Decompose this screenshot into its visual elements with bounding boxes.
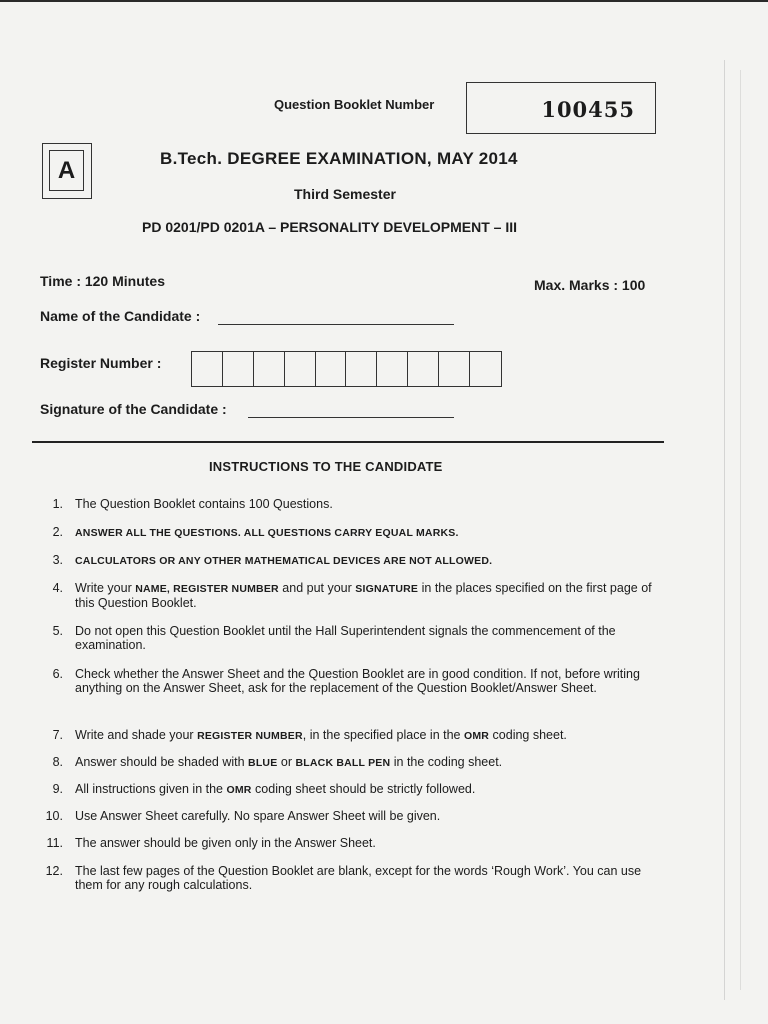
instruction-segment: The answer should be given only in the Answer Sheet. xyxy=(75,836,376,850)
instruction-segment: Write your xyxy=(75,581,136,595)
max-marks: Max. Marks : 100 xyxy=(534,277,646,293)
booklet-number: 100455 xyxy=(541,97,635,122)
register-digit-box[interactable] xyxy=(316,352,347,386)
register-number-grid[interactable] xyxy=(191,351,502,387)
instruction-number: 11. xyxy=(46,836,63,850)
instruction-text xyxy=(75,755,665,770)
course-title: PD 0201/PD 0201A – PERSONALITY DEVELOPMENT – III xyxy=(142,219,518,235)
candidate-name-label: Name of the Candidate : xyxy=(40,308,201,324)
instruction-emphasis: OMR xyxy=(226,784,252,796)
set-code-box xyxy=(42,143,92,199)
register-digit-box[interactable] xyxy=(408,352,439,386)
instruction-segment: Answer should be shaded with xyxy=(75,755,249,769)
instruction-segment: , in the specified place in the xyxy=(302,728,464,742)
instruction-number: 4. xyxy=(52,581,63,595)
instruction-segment: Check whether the Answer Sheet and the Question Booklet are in good condition. If not, before writing anything on the Answer Sheet, ask for the replacement of the Question Booklet/Answer Sheet. xyxy=(75,667,640,695)
instruction-text xyxy=(75,728,665,743)
instruction-emphasis: REGISTER NUMBER xyxy=(197,730,303,742)
instruction-text xyxy=(75,782,665,797)
instruction-number: 6. xyxy=(52,667,63,681)
register-digit-box[interactable] xyxy=(470,352,501,386)
register-number-label: Register Number : xyxy=(40,355,162,371)
instruction-text xyxy=(75,497,665,511)
semester: Third Semester xyxy=(294,186,396,202)
instruction-segment: coding sheet. xyxy=(489,728,567,742)
set-code: A xyxy=(49,150,84,191)
instruction-emphasis: BLUE xyxy=(248,757,278,769)
instruction-segment: All instructions given in the xyxy=(75,782,227,796)
instruction-number: 12. xyxy=(45,864,63,878)
instruction-number: 9. xyxy=(52,782,63,796)
instruction-text xyxy=(75,525,665,540)
instruction-segment: coding sheet should be strictly followed. xyxy=(251,782,476,796)
instruction-number: 2. xyxy=(52,525,63,539)
instruction-text xyxy=(75,624,665,652)
register-digit-box[interactable] xyxy=(377,352,408,386)
instruction-text xyxy=(75,553,665,568)
instruction-segment: in the coding sheet. xyxy=(390,755,503,769)
instruction-text xyxy=(75,581,665,610)
register-digit-box[interactable] xyxy=(223,352,254,386)
instruction-segment: The Question Booklet contains 100 Questions. xyxy=(75,497,333,511)
instructions-title: INSTRUCTIONS TO THE CANDIDATE xyxy=(209,459,443,474)
register-digit-box[interactable] xyxy=(192,352,223,386)
instruction-segment: in the places specified on the first page of this Question Booklet. xyxy=(75,581,652,610)
page-edge-shadow xyxy=(740,70,741,990)
instruction-number: 1. xyxy=(52,497,63,511)
instruction-number: 8. xyxy=(52,755,63,769)
instruction-text xyxy=(75,864,665,892)
instruction-emphasis: OMR xyxy=(463,730,490,742)
top-edge-rule xyxy=(0,0,768,2)
instruction-segment: Do not open this Question Booklet until the Hall Superintendent signals the commencement of the examination. xyxy=(75,624,616,652)
exam-title: B.Tech. DEGREE EXAMINATION, MAY 2014 xyxy=(160,149,518,168)
instruction-segment: The last few pages of the Question Booklet are blank, except for the words ‘Rough Work’. You can use them for any rough calculations. xyxy=(75,864,642,892)
signature-label: Signature of the Candidate : xyxy=(40,401,227,417)
instruction-emphasis: NAME, REGISTER NUMBER xyxy=(135,583,279,595)
instruction-emphasis: ANSWER ALL THE QUESTIONS. ALL QUESTIONS CARRY EQUAL MARKS. xyxy=(75,527,459,539)
register-digit-box[interactable] xyxy=(285,352,316,386)
instruction-text xyxy=(75,809,665,823)
time-allowed: Time : 120 Minutes xyxy=(40,273,166,289)
instruction-text xyxy=(75,836,665,850)
instruction-segment: or xyxy=(277,755,296,769)
instruction-segment: Write and shade your xyxy=(75,728,198,742)
page-edge-shadow xyxy=(724,60,725,1000)
candidate-name-line[interactable] xyxy=(218,324,454,325)
section-divider xyxy=(32,441,664,443)
booklet-number-label: Question Booklet Number xyxy=(274,97,435,112)
booklet-number-box xyxy=(466,82,656,134)
instruction-number: 7. xyxy=(52,728,63,742)
register-digit-box[interactable] xyxy=(254,352,285,386)
instruction-emphasis: SIGNATURE xyxy=(355,583,419,595)
signature-line[interactable] xyxy=(248,417,454,418)
register-digit-box[interactable] xyxy=(439,352,470,386)
instruction-number: 3. xyxy=(52,553,63,567)
instruction-emphasis: BLACK BALL PEN xyxy=(295,757,391,769)
instruction-number: 5. xyxy=(52,624,63,638)
register-digit-box[interactable] xyxy=(346,352,377,386)
instruction-segment: and put your xyxy=(278,581,356,595)
instruction-segment: Use Answer Sheet carefully. No spare Answer Sheet will be given. xyxy=(75,809,441,823)
instruction-number: 10. xyxy=(45,809,63,823)
instruction-emphasis: CALCULATORS OR ANY OTHER MATHEMATICAL DEVICES ARE NOT ALLOWED. xyxy=(75,555,493,567)
instruction-text xyxy=(75,667,665,695)
